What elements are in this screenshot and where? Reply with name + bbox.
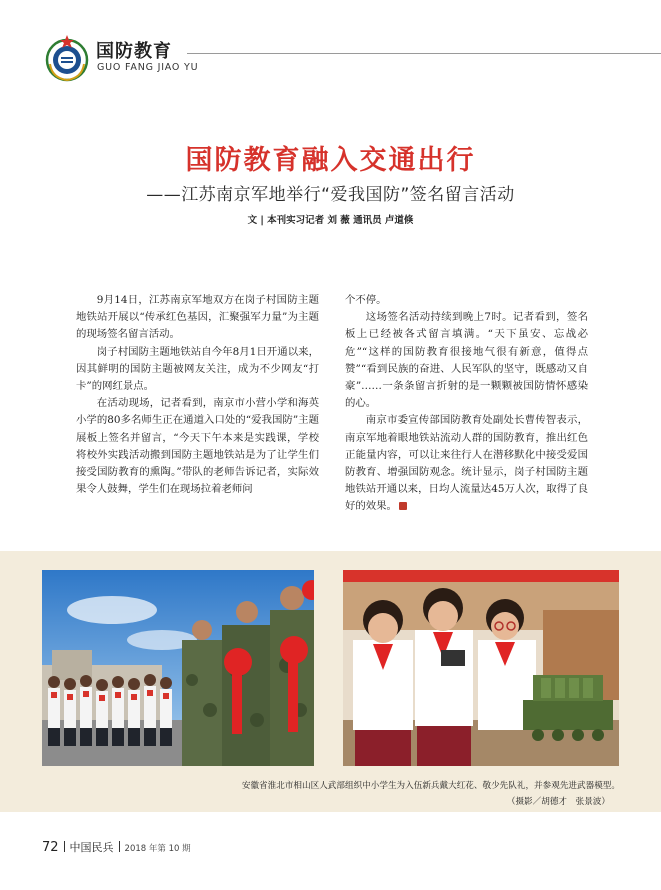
issue-label: 2018 年第 10 期 (124, 844, 191, 854)
footer-separator (119, 841, 120, 852)
photo-caption: 安徽省淮北市相山区人武部组织中小学生为入伍新兵戴大红花、敬少先队礼，并参观先进武器模型。 (241, 781, 620, 791)
article-byline: 文 | 本刊实习记者 刘 薇 通讯员 卢道倏 (247, 215, 414, 226)
section-title: 国防教育 (96, 41, 172, 62)
body-column-left (76, 292, 319, 498)
header-divider (187, 53, 661, 54)
body-column-right (345, 292, 588, 516)
photo-credit: （摄影／胡德才 张景波） (506, 797, 610, 807)
footer-separator (64, 841, 65, 852)
end-mark-icon (399, 502, 407, 510)
page-number: 72 (42, 840, 59, 855)
paragraph: 岗子村国防主题地铁站自今年8月1日开通以来，因其鲜明的国防主题被网友关注，成为不少网友“打卡”的网红景点。 (76, 345, 319, 393)
page-footer (42, 836, 191, 855)
paragraph-continuation: 个不停。 (345, 294, 387, 306)
section-pinyin: GUO FANG JIAO YU (97, 62, 199, 73)
photo-students-weapon-models (343, 570, 619, 766)
article-subtitle: ——江苏南京军地举行“爱我国防”签名留言活动 (146, 185, 515, 205)
national-defense-emblem-icon (42, 34, 92, 84)
paragraph: 在活动现场，记者看到，南京市小营小学和海英小学的80多名师生正在通道入口处的“爱我国防”主题展板上签名并留言，“今天下午本来是实践课，学校将校外实践活动搬到国防主题地铁站是为了让学生们接受国防教育的熏陶。”带队的老师告诉记者，实际效果令人鼓舞，学生们在现场拉着老师问 (76, 397, 319, 496)
paragraph-last (345, 412, 588, 515)
publication-name: 中国民兵 (69, 841, 114, 854)
paragraph-text: 南京市委宣传部国防教育处副处长曹传智表示，南京军地着眼地铁站流动人群的国防教育，推出红色正能量内容，可以让来往行人在潜移默化中接受爱国防教育、增强国防观念。统计显示，岗子村国防主题地铁站开通以来，日均人流量达45万人次，取得了良好的效果。 (345, 414, 588, 513)
paragraph: 9月14日，江苏南京军地双方在岗子村国防主题地铁站开展以“传承红色基因，汇聚强军力量”为主题的现场签名留言活动。 (76, 294, 319, 341)
photo-students-saluting (42, 570, 314, 766)
paragraph: 这场签名活动持续到晚上7时。记者看到，签名板上已经被各式留言填满。“天下虽安、忘战必危”“这样的国防教育很接地气很有新意，值得点赞”“看到民族的奋进、人民军队的坚守，既感动又自豪”……一条条留言折射的是一颗颗被国防情怀感染的心。 (345, 311, 588, 410)
article-title: 国防教育融入交通出行 (185, 145, 476, 176)
